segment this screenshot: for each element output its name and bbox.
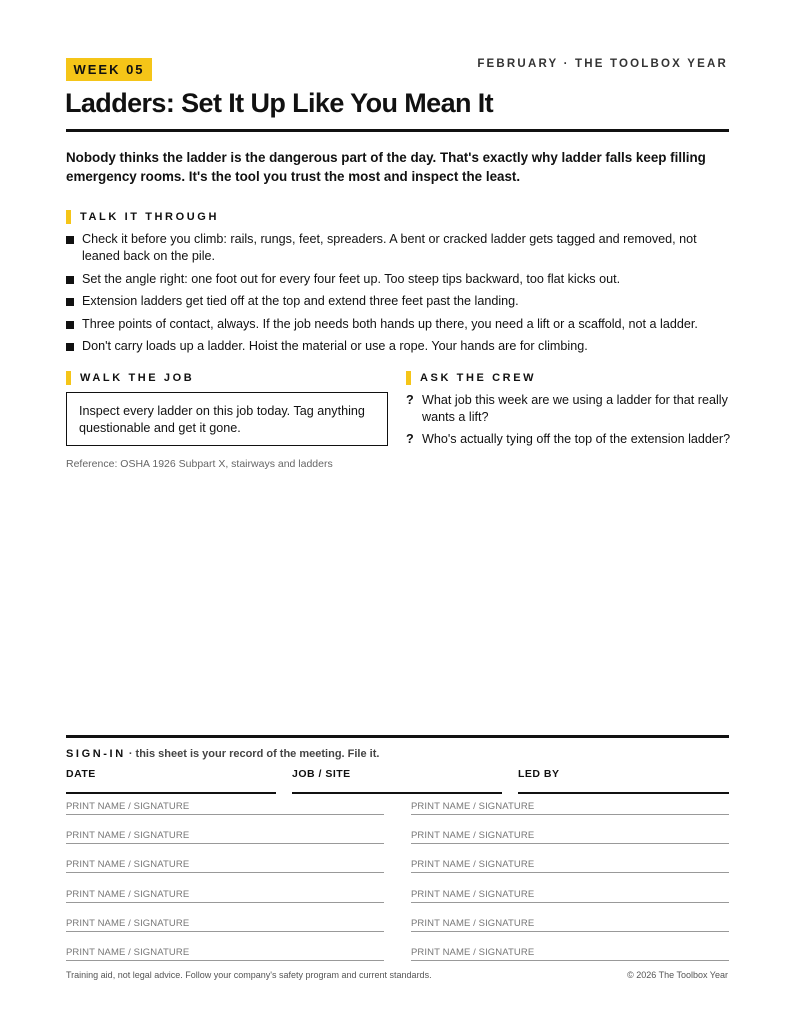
signin-divider [66, 735, 729, 738]
week-badge: WEEK 05 [66, 58, 152, 81]
question-text: What job this week are we using a ladder for that really wants a lift? [422, 393, 728, 424]
signature-row[interactable] [411, 889, 729, 918]
bullet-square-icon [66, 298, 74, 306]
list-item-text: Three points of contact, always. If the job needs both hands up there, you need a lift or a scaffold, not a ladder. [82, 316, 698, 331]
led-by-label: LED BY [518, 768, 560, 780]
signature-column-right [411, 801, 729, 976]
signature-label: PRINT NAME / SIGNATURE [411, 859, 535, 871]
signature-line [411, 843, 729, 844]
job-site-label: JOB / SITE [292, 768, 351, 780]
bullet-square-icon [66, 276, 74, 284]
signature-line [66, 872, 384, 873]
signature-label: PRINT NAME / SIGNATURE [66, 917, 190, 929]
question-item [406, 431, 736, 448]
question-mark-icon: ? [406, 393, 414, 407]
signin-title: SIGN-IN [66, 748, 126, 760]
signature-row[interactable] [66, 918, 384, 947]
date-field[interactable] [66, 768, 276, 794]
page-title: Ladders: Set It Up Like You Mean It [65, 88, 494, 118]
signature-label: PRINT NAME / SIGNATURE [411, 917, 535, 929]
signature-row[interactable] [66, 830, 384, 859]
signature-line [66, 843, 384, 844]
job-site-line [292, 792, 502, 794]
signature-row[interactable] [66, 801, 384, 830]
signature-label: PRINT NAME / SIGNATURE [411, 830, 535, 842]
accent-bar [66, 371, 71, 385]
signin-heading [66, 748, 379, 760]
led-by-line [518, 792, 729, 794]
list-item-text: Don't carry loads up a ladder. Hoist the material or use a rope. Your hands are for climbing. [82, 339, 588, 353]
signature-row[interactable] [66, 889, 384, 918]
signature-row[interactable] [411, 918, 729, 947]
signature-label: PRINT NAME / SIGNATURE [411, 946, 535, 958]
question-list [406, 392, 736, 452]
intro-paragraph: Nobody thinks the ladder is the dangerous part of the day. That's exactly why ladder falls keep filling emergency rooms. It's the tool you trust the most and inspect the least. [66, 150, 706, 184]
footer-disclaimer: Training aid, not legal advice. Follow your company's safety program and current standards. [66, 970, 432, 980]
reference-note: Reference: OSHA 1926 Subpart X, stairways and ladders [66, 458, 333, 470]
signature-label: PRINT NAME / SIGNATURE [66, 946, 190, 958]
signature-line [411, 960, 729, 961]
talk-list [66, 231, 729, 361]
list-item-text: Set the angle right: one foot out for every four feet up. Too steep tips backward, too flat kicks out. [82, 271, 621, 286]
footer-copyright: © 2026 The Toolbox Year [627, 970, 728, 980]
bullet-square-icon [66, 236, 74, 244]
signature-row[interactable] [411, 859, 729, 888]
date-line [66, 792, 276, 794]
accent-bar [406, 371, 411, 385]
signature-line [411, 931, 729, 932]
signature-line [411, 814, 729, 815]
list-item [66, 293, 729, 310]
accent-bar [66, 210, 71, 224]
signature-label: PRINT NAME / SIGNATURE [66, 830, 190, 842]
signature-column-left [66, 801, 384, 976]
list-item-text: Check it before you climb: rails, rungs, feet, spreaders. A bent or cracked ladder gets tagged and removed, not leaned back on the pile. [82, 232, 697, 263]
signature-line [66, 814, 384, 815]
ask-heading [406, 371, 536, 385]
signature-line [66, 931, 384, 932]
question-text: Who's actually tying off the top of the extension ladder? [422, 431, 731, 446]
walk-heading [66, 371, 194, 385]
month-label: FEBRUARY · THE TOOLBOX YEAR [477, 58, 728, 70]
talk-heading-label: TALK IT THROUGH [80, 211, 220, 223]
signature-label: PRINT NAME / SIGNATURE [66, 888, 190, 900]
list-item [66, 316, 729, 333]
list-item [66, 271, 729, 288]
signature-label: PRINT NAME / SIGNATURE [411, 801, 535, 812]
walk-heading-label: WALK THE JOB [80, 372, 195, 384]
signature-label: PRINT NAME / SIGNATURE [66, 801, 190, 812]
talk-heading [66, 210, 219, 224]
signature-line [411, 902, 729, 903]
title-divider [66, 129, 729, 132]
signature-line [66, 960, 384, 961]
signin-note: · this sheet is your record of the meeting. File it. [128, 748, 380, 760]
signature-row[interactable] [411, 801, 729, 830]
bullet-square-icon [66, 343, 74, 351]
question-mark-icon: ? [406, 431, 414, 446]
signature-label: PRINT NAME / SIGNATURE [411, 888, 535, 900]
ask-heading-label: ASK THE CREW [420, 372, 537, 384]
signature-line [411, 872, 729, 873]
signature-label: PRINT NAME / SIGNATURE [66, 859, 190, 871]
list-item [66, 231, 729, 265]
signature-line [66, 902, 384, 903]
bullet-square-icon [66, 321, 74, 329]
led-by-field[interactable] [518, 768, 729, 794]
walk-the-job-box: Inspect every ladder on this job today. Tag anything questionable and get it gone. [66, 392, 388, 446]
question-item [406, 392, 736, 426]
signature-row[interactable] [66, 859, 384, 888]
signature-row[interactable] [411, 830, 729, 859]
list-item-text: Extension ladders get tied off at the top and extend three feet past the landing. [82, 294, 519, 308]
date-label: DATE [66, 768, 96, 780]
list-item [66, 338, 729, 355]
job-site-field[interactable] [292, 768, 502, 794]
